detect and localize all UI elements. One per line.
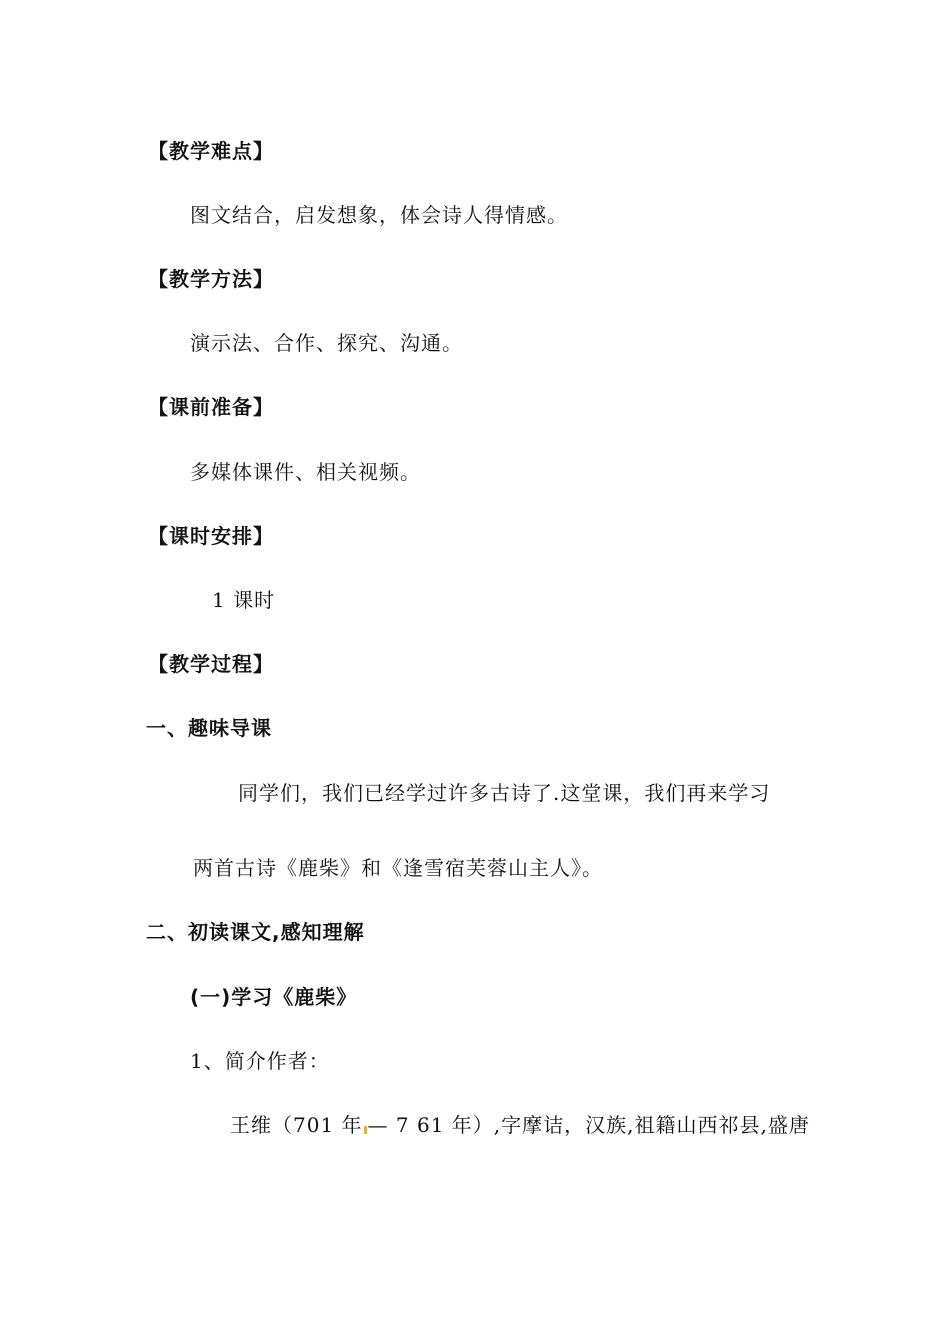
section-heading-process: 【教学过程】 [148, 652, 274, 676]
author-intro-part-a: 王维（701 年 [230, 1113, 363, 1137]
process-sub1-title: (一)学习《鹿柴》 [190, 985, 358, 1009]
process-part2-title: 二、初读课文,感知理解 [146, 920, 365, 944]
author-intro-part-b: — 7 61 年）,字摩诘，汉族,祖籍山西祁县,盛唐 [367, 1113, 810, 1137]
highlight-mark [364, 1126, 367, 1134]
section-heading-method: 【教学方法】 [148, 267, 274, 291]
section-body-prep: 多媒体课件、相关视频。 [190, 460, 421, 484]
process-item1-title: 1、简介作者： [190, 1049, 330, 1073]
section-heading-schedule: 【课时安排】 [148, 524, 274, 548]
section-body-method: 演示法、合作、探究、沟通。 [190, 331, 463, 355]
section-body-schedule: 1 课时 [212, 588, 276, 612]
author-intro-line [230, 1111, 810, 1139]
process-part1-paragraph-line1: 同学们，我们已经学过许多古诗了.这堂课，我们再来学习 [238, 781, 771, 805]
section-heading-difficulty: 【教学难点】 [148, 139, 274, 163]
section-body-difficulty: 图文结合，启发想象，体会诗人得情感。 [190, 203, 568, 227]
section-heading-prep: 【课前准备】 [148, 395, 274, 419]
process-part1-title: 一、趣味导课 [146, 716, 272, 740]
process-part1-paragraph-line2: 两首古诗《鹿柴》和《逢雪宿芙蓉山主人》。 [193, 856, 603, 880]
